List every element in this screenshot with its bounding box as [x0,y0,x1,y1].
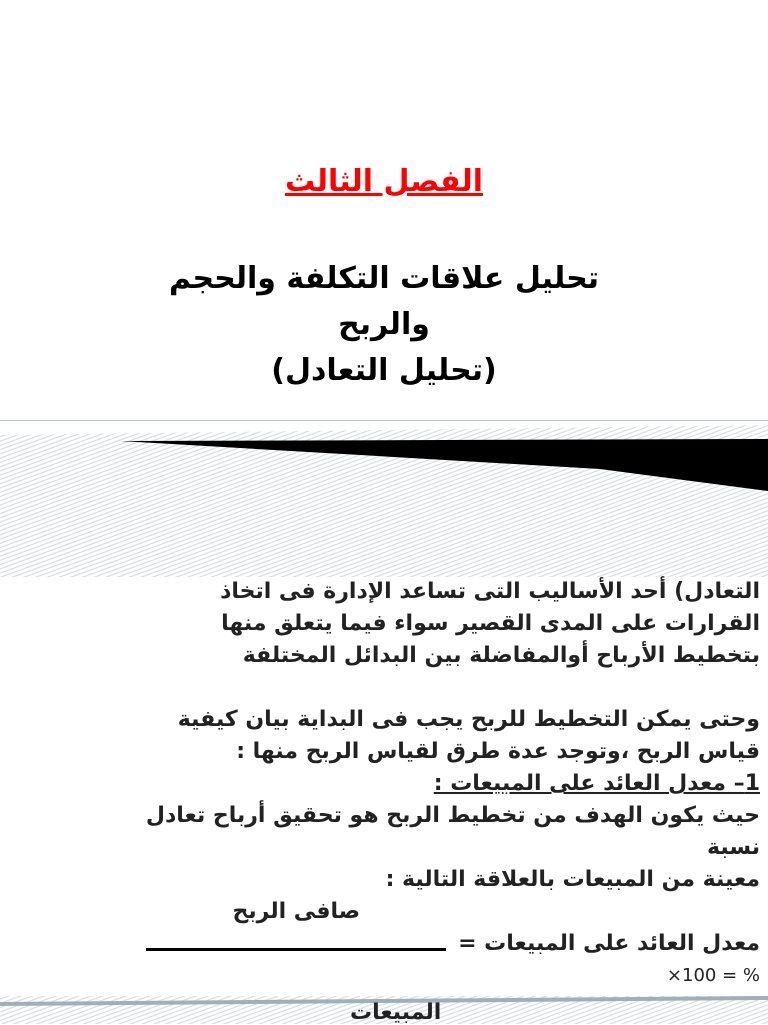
paragraph-1-line-2: القرارات على المدى القصير سواء فيما يتعلق منها [221,611,760,636]
paragraph-1-line-1: التعادل) أحد الأساليب التى تساعد الإدارة فى اتخاذ [220,579,760,604]
body-text [8,576,760,992]
band-black-swoosh [0,421,768,577]
blank-line [8,672,760,704]
formula-numerator: صافى الربح [232,899,360,924]
percent-line: ×100 = % [666,965,760,986]
title-line-2: والربح [338,307,430,342]
slide-title [60,256,708,394]
decorative-band [0,420,768,577]
paragraph-3-line-3: معينة من المبيعات بالعلاقة التالية : [385,867,760,892]
section-heading: 1– معدل العائد على المبيعات : [433,771,760,796]
formula-label: معدل العائد على المبيعات = [458,931,760,956]
fraction-bar [146,948,446,951]
chapter-label: الفصل الثالث [284,164,483,199]
formula-line [8,928,760,960]
paragraph-3-line-1: حيث يكون الهدف من تخطيط الربح هو تحقيق أرباح تعادل [145,803,760,828]
title-line-3: (تحليل التعادل) [271,353,497,388]
title-line-1: تحليل علاقات التكلفة والحجم [168,261,600,296]
denominator-cut-off: المبيعات [350,1000,442,1025]
paragraph-3-line-2: نسبة [707,835,760,860]
paragraph-1-line-3: بتخطيط الأرباح أوالمفاضلة بين البدائل المختلفة [242,643,760,668]
paragraph-2-line-1: وحتى يمكن التخطيط للربح يجب فى البداية بيان كيفية [177,707,760,732]
paragraph-2-line-2: قياس الربح ،وتوجد عدة طرق لقياس الربح منها : [236,739,760,764]
